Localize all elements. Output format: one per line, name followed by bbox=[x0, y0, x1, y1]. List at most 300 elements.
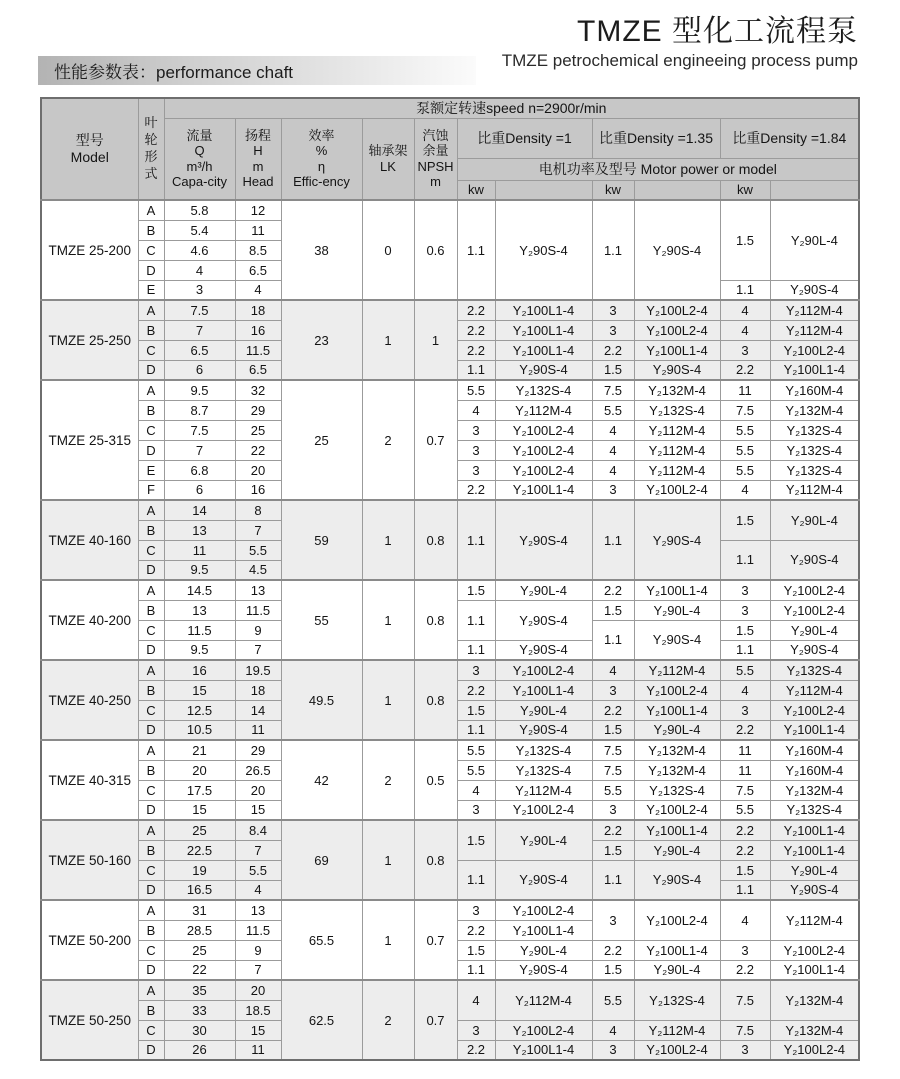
impeller-type-cell: A bbox=[138, 380, 164, 400]
kw-header-3: kw bbox=[720, 180, 770, 200]
impeller-type-cell: C bbox=[138, 540, 164, 560]
table-row bbox=[41, 580, 859, 600]
motor-model-cell: Y₂90S-4 bbox=[770, 880, 859, 900]
efficiency-cell: 25 bbox=[281, 380, 362, 500]
table-header bbox=[41, 98, 859, 200]
motor-kw-cell: 1.1 bbox=[592, 500, 634, 580]
col-capacity-line: 流量 bbox=[186, 128, 213, 144]
motor-model-cell: Y₂132M-4 bbox=[634, 740, 720, 760]
motor-model-cell: Y₂112M-4 bbox=[634, 660, 720, 680]
bearing-cell: 0 bbox=[362, 200, 414, 300]
motor-model-cell: Y₂100L2-4 bbox=[634, 480, 720, 500]
motor-kw-cell: 2.2 bbox=[457, 480, 495, 500]
motor-model-cell: Y₂100L2-4 bbox=[634, 680, 720, 700]
col-bearing-header bbox=[362, 118, 414, 200]
motor-model-cell: Y₂90S-4 bbox=[634, 200, 720, 300]
motor-kw-cell: 3 bbox=[592, 680, 634, 700]
col-npsh-line: NPSH bbox=[417, 158, 454, 174]
capacity-cell: 6 bbox=[164, 360, 235, 380]
pump-model-cell: TMZE 40-250 bbox=[41, 660, 138, 740]
motor-model-cell: Y₂100L2-4 bbox=[634, 320, 720, 340]
motor-model-cell: Y₂90S-4 bbox=[495, 200, 592, 300]
capacity-cell: 13 bbox=[164, 600, 235, 620]
motor-model-cell: Y₂100L1-4 bbox=[495, 480, 592, 500]
motor-model-cell: Y₂100L2-4 bbox=[495, 800, 592, 820]
impeller-type-cell: D bbox=[138, 560, 164, 580]
capacity-cell: 11.5 bbox=[164, 620, 235, 640]
motor-model-cell: Y₂132S-4 bbox=[634, 980, 720, 1020]
head-cell: 7 bbox=[235, 960, 281, 980]
motor-kw-cell: 2.2 bbox=[720, 360, 770, 380]
motor-kw-cell: 2.2 bbox=[457, 1040, 495, 1060]
motor-model-cell: Y₂90L-4 bbox=[770, 860, 859, 880]
motor-model-cell: Y₂90L-4 bbox=[634, 600, 720, 620]
motor-kw-cell: 1.1 bbox=[457, 640, 495, 660]
impeller-type-cell: A bbox=[138, 820, 164, 840]
motor-kw-cell: 1.5 bbox=[457, 820, 495, 860]
motor-kw-cell: 1.1 bbox=[457, 860, 495, 900]
head-cell: 4 bbox=[235, 880, 281, 900]
motor-model-cell: Y₂100L2-4 bbox=[634, 800, 720, 820]
col-head-header bbox=[235, 118, 281, 200]
capacity-cell: 3 bbox=[164, 280, 235, 300]
motor-model-cell: Y₂90L-4 bbox=[770, 200, 859, 280]
bearing-cell: 1 bbox=[362, 660, 414, 740]
impeller-type-cell: B bbox=[138, 220, 164, 240]
table-row bbox=[41, 200, 859, 220]
header-row-columns bbox=[41, 118, 859, 158]
motor-kw-cell: 1.1 bbox=[592, 200, 634, 300]
motor-kw-cell: 7.5 bbox=[720, 1020, 770, 1040]
table-row bbox=[41, 500, 859, 520]
motor-model-header-1 bbox=[495, 180, 592, 200]
motor-model-cell: Y₂90S-4 bbox=[770, 280, 859, 300]
motor-kw-cell: 3 bbox=[457, 1020, 495, 1040]
npsh-cell: 1 bbox=[414, 300, 457, 380]
motor-kw-cell: 3 bbox=[720, 940, 770, 960]
col-head-line: Head bbox=[242, 174, 274, 190]
motor-kw-cell: 4 bbox=[720, 680, 770, 700]
motor-model-cell: Y₂100L2-4 bbox=[770, 1040, 859, 1060]
table-body bbox=[41, 200, 859, 1060]
motor-model-cell: Y₂112M-4 bbox=[634, 440, 720, 460]
capacity-cell: 5.8 bbox=[164, 200, 235, 220]
head-cell: 5.5 bbox=[235, 540, 281, 560]
motor-kw-cell: 1.5 bbox=[592, 720, 634, 740]
table-row bbox=[41, 900, 859, 920]
capacity-cell: 11 bbox=[164, 540, 235, 560]
impeller-type-cell: B bbox=[138, 1000, 164, 1020]
motor-kw-cell: 7.5 bbox=[592, 740, 634, 760]
motor-model-cell: Y₂100L1-4 bbox=[770, 360, 859, 380]
motor-model-cell: Y₂132S-4 bbox=[634, 400, 720, 420]
head-cell: 12 bbox=[235, 200, 281, 220]
section-label-bar bbox=[38, 56, 476, 85]
motor-kw-cell: 5.5 bbox=[592, 980, 634, 1020]
head-cell: 18.5 bbox=[235, 1000, 281, 1020]
head-cell: 20 bbox=[235, 460, 281, 480]
col-efficiency-header bbox=[281, 118, 362, 200]
motor-kw-cell: 5.5 bbox=[592, 400, 634, 420]
capacity-cell: 6.8 bbox=[164, 460, 235, 480]
motor-model-cell: Y₂90L-4 bbox=[495, 700, 592, 720]
capacity-cell: 7.5 bbox=[164, 420, 235, 440]
impeller-type-cell: B bbox=[138, 320, 164, 340]
impeller-type-cell: A bbox=[138, 740, 164, 760]
impeller-type-cell: B bbox=[138, 920, 164, 940]
col-efficiency-line: % bbox=[315, 143, 328, 159]
motor-kw-cell: 3 bbox=[592, 800, 634, 820]
impeller-type-cell: A bbox=[138, 200, 164, 220]
head-cell: 11.5 bbox=[235, 600, 281, 620]
impeller-type-cell: A bbox=[138, 580, 164, 600]
motor-kw-cell: 5.5 bbox=[720, 660, 770, 680]
npsh-cell: 0.5 bbox=[414, 740, 457, 820]
head-cell: 7 bbox=[235, 640, 281, 660]
motor-model-cell: Y₂112M-4 bbox=[495, 780, 592, 800]
capacity-cell: 5.4 bbox=[164, 220, 235, 240]
impeller-type-cell: D bbox=[138, 800, 164, 820]
motor-kw-cell: 4 bbox=[720, 900, 770, 940]
kw-header-2: kw bbox=[592, 180, 634, 200]
impeller-type-cell: D bbox=[138, 720, 164, 740]
motor-model-cell: Y₂100L2-4 bbox=[495, 440, 592, 460]
impeller-type-cell: B bbox=[138, 760, 164, 780]
impeller-type-cell: A bbox=[138, 300, 164, 320]
motor-kw-cell: 2.2 bbox=[720, 820, 770, 840]
motor-kw-cell: 3 bbox=[720, 1040, 770, 1060]
motor-model-cell: Y₂90S-4 bbox=[634, 360, 720, 380]
head-cell: 7 bbox=[235, 840, 281, 860]
motor-model-cell: Y₂90S-4 bbox=[495, 960, 592, 980]
impeller-type-cell: F bbox=[138, 480, 164, 500]
head-cell: 18 bbox=[235, 680, 281, 700]
motor-kw-cell: 1.5 bbox=[457, 700, 495, 720]
motor-model-cell: Y₂90L-4 bbox=[634, 840, 720, 860]
motor-kw-cell: 7.5 bbox=[592, 760, 634, 780]
col-capacity-header bbox=[164, 118, 235, 200]
impeller-type-cell: C bbox=[138, 940, 164, 960]
head-cell: 29 bbox=[235, 400, 281, 420]
motor-model-cell: Y₂100L1-4 bbox=[770, 960, 859, 980]
motor-kw-cell: 7.5 bbox=[720, 780, 770, 800]
motor-model-cell: Y₂132M-4 bbox=[634, 380, 720, 400]
npsh-cell: 0.7 bbox=[414, 980, 457, 1060]
capacity-cell: 21 bbox=[164, 740, 235, 760]
head-cell: 19.5 bbox=[235, 660, 281, 680]
motor-kw-cell: 1.5 bbox=[592, 960, 634, 980]
head-cell: 15 bbox=[235, 1020, 281, 1040]
motor-kw-cell: 3 bbox=[592, 320, 634, 340]
motor-kw-cell: 1.1 bbox=[720, 640, 770, 660]
col-head-line: m bbox=[252, 158, 264, 174]
motor-model-cell: Y₂100L2-4 bbox=[770, 940, 859, 960]
bearing-cell: 1 bbox=[362, 300, 414, 380]
capacity-cell: 13 bbox=[164, 520, 235, 540]
motor-kw-cell: 1.1 bbox=[457, 600, 495, 640]
motor-model-cell: Y₂100L1-4 bbox=[770, 720, 859, 740]
motor-kw-cell: 1.1 bbox=[720, 540, 770, 580]
motor-kw-cell: 1.5 bbox=[720, 860, 770, 880]
motor-kw-cell: 1.1 bbox=[457, 200, 495, 300]
motor-model-cell: Y₂132M-4 bbox=[634, 760, 720, 780]
head-cell: 7 bbox=[235, 520, 281, 540]
table-row bbox=[41, 380, 859, 400]
motor-model-cell: Y₂100L2-4 bbox=[634, 300, 720, 320]
motor-kw-cell: 1.5 bbox=[720, 620, 770, 640]
motor-model-cell: Y₂100L2-4 bbox=[495, 420, 592, 440]
capacity-cell: 22 bbox=[164, 960, 235, 980]
motor-kw-cell: 2.2 bbox=[457, 920, 495, 940]
motor-kw-cell: 2.2 bbox=[592, 700, 634, 720]
pump-model-cell: TMZE 40-200 bbox=[41, 580, 138, 660]
motor-kw-cell: 3 bbox=[592, 900, 634, 940]
motor-kw-cell: 5.5 bbox=[457, 760, 495, 780]
impeller-type-cell: B bbox=[138, 600, 164, 620]
head-cell: 29 bbox=[235, 740, 281, 760]
motor-kw-cell: 4 bbox=[720, 300, 770, 320]
motor-kw-cell: 4 bbox=[592, 420, 634, 440]
head-cell: 20 bbox=[235, 980, 281, 1000]
kw-header-1: kw bbox=[457, 180, 495, 200]
capacity-cell: 31 bbox=[164, 900, 235, 920]
motor-model-cell: Y₂90S-4 bbox=[495, 360, 592, 380]
motor-kw-cell: 1.5 bbox=[592, 840, 634, 860]
col-head-line: H bbox=[253, 143, 263, 159]
motor-model-cell: Y₂100L2-4 bbox=[495, 660, 592, 680]
motor-kw-cell: 4 bbox=[457, 780, 495, 800]
motor-kw-cell: 1.1 bbox=[457, 720, 495, 740]
head-cell: 9 bbox=[235, 620, 281, 640]
motor-model-cell: Y₂132S-4 bbox=[634, 780, 720, 800]
performance-table bbox=[40, 97, 860, 1061]
motor-model-cell: Y₂160M-4 bbox=[770, 760, 859, 780]
bearing-cell: 1 bbox=[362, 500, 414, 580]
head-cell: 18 bbox=[235, 300, 281, 320]
motor-model-cell: Y₂100L2-4 bbox=[495, 900, 592, 920]
motor-model-cell: Y₂132S-4 bbox=[495, 760, 592, 780]
motor-model-cell: Y₂90L-4 bbox=[634, 720, 720, 740]
motor-kw-cell: 1.5 bbox=[720, 200, 770, 280]
motor-model-cell: Y₂100L1-4 bbox=[634, 700, 720, 720]
motor-model-cell: Y₂90L-4 bbox=[495, 820, 592, 860]
motor-kw-cell: 11 bbox=[720, 380, 770, 400]
head-cell: 8.4 bbox=[235, 820, 281, 840]
motor-kw-cell: 5.5 bbox=[720, 800, 770, 820]
col-bearing-line: LK bbox=[380, 158, 396, 174]
motor-kw-cell: 5.5 bbox=[457, 380, 495, 400]
motor-model-cell: Y₂90S-4 bbox=[495, 500, 592, 580]
density-header-3: 比重Density =1.84 bbox=[720, 118, 859, 158]
motor-model-cell: Y₂100L1-4 bbox=[495, 1040, 592, 1060]
impeller-type-cell: C bbox=[138, 420, 164, 440]
motor-model-cell: Y₂132S-4 bbox=[770, 800, 859, 820]
motor-model-cell: Y₂112M-4 bbox=[770, 320, 859, 340]
col-npsh-line: 余量 bbox=[422, 143, 449, 159]
motor-model-cell: Y₂112M-4 bbox=[770, 900, 859, 940]
impeller-type-cell: C bbox=[138, 860, 164, 880]
capacity-cell: 7 bbox=[164, 440, 235, 460]
impeller-type-cell: C bbox=[138, 700, 164, 720]
motor-kw-cell: 3 bbox=[592, 480, 634, 500]
head-cell: 11 bbox=[235, 1040, 281, 1060]
capacity-cell: 9.5 bbox=[164, 380, 235, 400]
page-subtitle: TMZE petrochemical engineeing process pump bbox=[501, 51, 858, 70]
motor-model-cell: Y₂132S-4 bbox=[770, 420, 859, 440]
impeller-type-cell: C bbox=[138, 340, 164, 360]
capacity-cell: 7 bbox=[164, 320, 235, 340]
motor-kw-cell: 3 bbox=[720, 580, 770, 600]
motor-kw-cell: 4 bbox=[457, 980, 495, 1020]
impeller-type-cell: E bbox=[138, 460, 164, 480]
efficiency-cell: 38 bbox=[281, 200, 362, 300]
col-bearing-line: 轴承架 bbox=[368, 143, 408, 159]
head-cell: 9 bbox=[235, 940, 281, 960]
motor-model-cell: Y₂100L1-4 bbox=[495, 320, 592, 340]
motor-model-cell: Y₂90S-4 bbox=[770, 640, 859, 660]
motor-kw-cell: 1.5 bbox=[592, 360, 634, 380]
motor-kw-cell: 7.5 bbox=[592, 380, 634, 400]
capacity-cell: 15 bbox=[164, 680, 235, 700]
col-model-header bbox=[41, 98, 138, 200]
impeller-type-cell: D bbox=[138, 960, 164, 980]
capacity-cell: 30 bbox=[164, 1020, 235, 1040]
capacity-cell: 33 bbox=[164, 1000, 235, 1020]
capacity-cell: 6.5 bbox=[164, 340, 235, 360]
pump-model-cell: TMZE 40-315 bbox=[41, 740, 138, 820]
motor-kw-cell: 4 bbox=[592, 440, 634, 460]
head-cell: 6.5 bbox=[235, 360, 281, 380]
motor-model-cell: Y₂112M-4 bbox=[495, 980, 592, 1020]
table-row bbox=[41, 660, 859, 680]
head-cell: 16 bbox=[235, 480, 281, 500]
capacity-cell: 10.5 bbox=[164, 720, 235, 740]
col-npsh-header bbox=[414, 118, 457, 200]
motor-kw-cell: 3 bbox=[720, 700, 770, 720]
motor-model-cell: Y₂132S-4 bbox=[770, 660, 859, 680]
efficiency-cell: 59 bbox=[281, 500, 362, 580]
motor-kw-cell: 2.2 bbox=[457, 320, 495, 340]
motor-model-cell: Y₂90L-4 bbox=[495, 940, 592, 960]
motor-kw-cell: 1.1 bbox=[457, 360, 495, 380]
impeller-type-cell: C bbox=[138, 780, 164, 800]
motor-kw-cell: 3 bbox=[457, 420, 495, 440]
section-label: 性能参数表：performance chaft bbox=[54, 63, 294, 82]
motor-kw-cell: 4 bbox=[592, 460, 634, 480]
motor-kw-cell: 1.5 bbox=[457, 580, 495, 600]
motor-kw-cell: 5.5 bbox=[720, 420, 770, 440]
motor-model-cell: Y₂100L2-4 bbox=[770, 340, 859, 360]
motor-model-cell: Y₂112M-4 bbox=[495, 400, 592, 420]
col-impeller-label: 叶轮形式 bbox=[144, 115, 158, 181]
efficiency-cell: 23 bbox=[281, 300, 362, 380]
capacity-cell: 8.7 bbox=[164, 400, 235, 420]
motor-model-header-2 bbox=[634, 180, 720, 200]
capacity-cell: 22.5 bbox=[164, 840, 235, 860]
motor-model-cell: Y₂100L1-4 bbox=[634, 340, 720, 360]
motor-model-cell: Y₂90S-4 bbox=[495, 640, 592, 660]
capacity-cell: 4.6 bbox=[164, 240, 235, 260]
motor-model-cell: Y₂100L2-4 bbox=[770, 700, 859, 720]
motor-model-cell: Y₂132S-4 bbox=[495, 740, 592, 760]
head-cell: 13 bbox=[235, 900, 281, 920]
table-row bbox=[41, 300, 859, 320]
pump-model-cell: TMZE 40-160 bbox=[41, 500, 138, 580]
impeller-type-cell: E bbox=[138, 280, 164, 300]
motor-kw-cell: 1.5 bbox=[720, 500, 770, 540]
npsh-cell: 0.8 bbox=[414, 820, 457, 900]
head-cell: 25 bbox=[235, 420, 281, 440]
motor-kw-cell: 4 bbox=[720, 320, 770, 340]
head-cell: 5.5 bbox=[235, 860, 281, 880]
impeller-type-cell: D bbox=[138, 440, 164, 460]
motor-model-cell: Y₂112M-4 bbox=[770, 680, 859, 700]
capacity-cell: 26 bbox=[164, 1040, 235, 1060]
capacity-cell: 15 bbox=[164, 800, 235, 820]
motor-kw-cell: 3 bbox=[457, 460, 495, 480]
motor-kw-cell: 2.2 bbox=[720, 840, 770, 860]
motor-model-cell: Y₂132S-4 bbox=[495, 380, 592, 400]
density-header-1: 比重Density =1 bbox=[457, 118, 592, 158]
motor-kw-cell: 1.1 bbox=[457, 960, 495, 980]
efficiency-cell: 62.5 bbox=[281, 980, 362, 1060]
table-row bbox=[41, 740, 859, 760]
capacity-cell: 28.5 bbox=[164, 920, 235, 940]
head-cell: 20 bbox=[235, 780, 281, 800]
motor-kw-cell: 2.2 bbox=[457, 300, 495, 320]
efficiency-cell: 55 bbox=[281, 580, 362, 660]
impeller-type-cell: B bbox=[138, 680, 164, 700]
impeller-type-cell: D bbox=[138, 360, 164, 380]
impeller-type-cell: D bbox=[138, 1040, 164, 1060]
head-cell: 11.5 bbox=[235, 340, 281, 360]
motor-kw-cell: 3 bbox=[720, 340, 770, 360]
capacity-cell: 25 bbox=[164, 940, 235, 960]
motor-kw-cell: 2.2 bbox=[592, 340, 634, 360]
motor-model-cell: Y₂100L1-4 bbox=[770, 840, 859, 860]
head-cell: 14 bbox=[235, 700, 281, 720]
motor-kw-cell: 2.2 bbox=[592, 940, 634, 960]
motor-kw-cell: 2.2 bbox=[457, 680, 495, 700]
motor-model-cell: Y₂90L-4 bbox=[770, 620, 859, 640]
capacity-cell: 25 bbox=[164, 820, 235, 840]
head-cell: 8 bbox=[235, 500, 281, 520]
motor-kw-cell: 3 bbox=[457, 800, 495, 820]
col-head-line: 扬程 bbox=[244, 128, 271, 144]
capacity-cell: 6 bbox=[164, 480, 235, 500]
motor-model-cell: Y₂132M-4 bbox=[770, 980, 859, 1020]
motor-model-cell: Y₂90S-4 bbox=[634, 500, 720, 580]
motor-model-cell: Y₂100L2-4 bbox=[770, 580, 859, 600]
motor-kw-cell: 7.5 bbox=[720, 980, 770, 1020]
impeller-type-cell: C bbox=[138, 620, 164, 640]
motor-kw-cell: 3 bbox=[592, 1040, 634, 1060]
capacity-cell: 7.5 bbox=[164, 300, 235, 320]
motor-model-cell: Y₂112M-4 bbox=[770, 300, 859, 320]
motor-model-cell: Y₂132S-4 bbox=[770, 460, 859, 480]
col-efficiency-line: η bbox=[317, 158, 326, 174]
motor-model-cell: Y₂112M-4 bbox=[770, 480, 859, 500]
capacity-cell: 4 bbox=[164, 260, 235, 280]
motor-kw-cell: 1.1 bbox=[592, 620, 634, 660]
head-cell: 11 bbox=[235, 220, 281, 240]
motor-kw-cell: 5.5 bbox=[720, 440, 770, 460]
bearing-cell: 1 bbox=[362, 820, 414, 900]
head-cell: 8.5 bbox=[235, 240, 281, 260]
capacity-cell: 20 bbox=[164, 760, 235, 780]
motor-kw-cell: 1.1 bbox=[592, 860, 634, 900]
motor-kw-cell: 1.5 bbox=[592, 600, 634, 620]
